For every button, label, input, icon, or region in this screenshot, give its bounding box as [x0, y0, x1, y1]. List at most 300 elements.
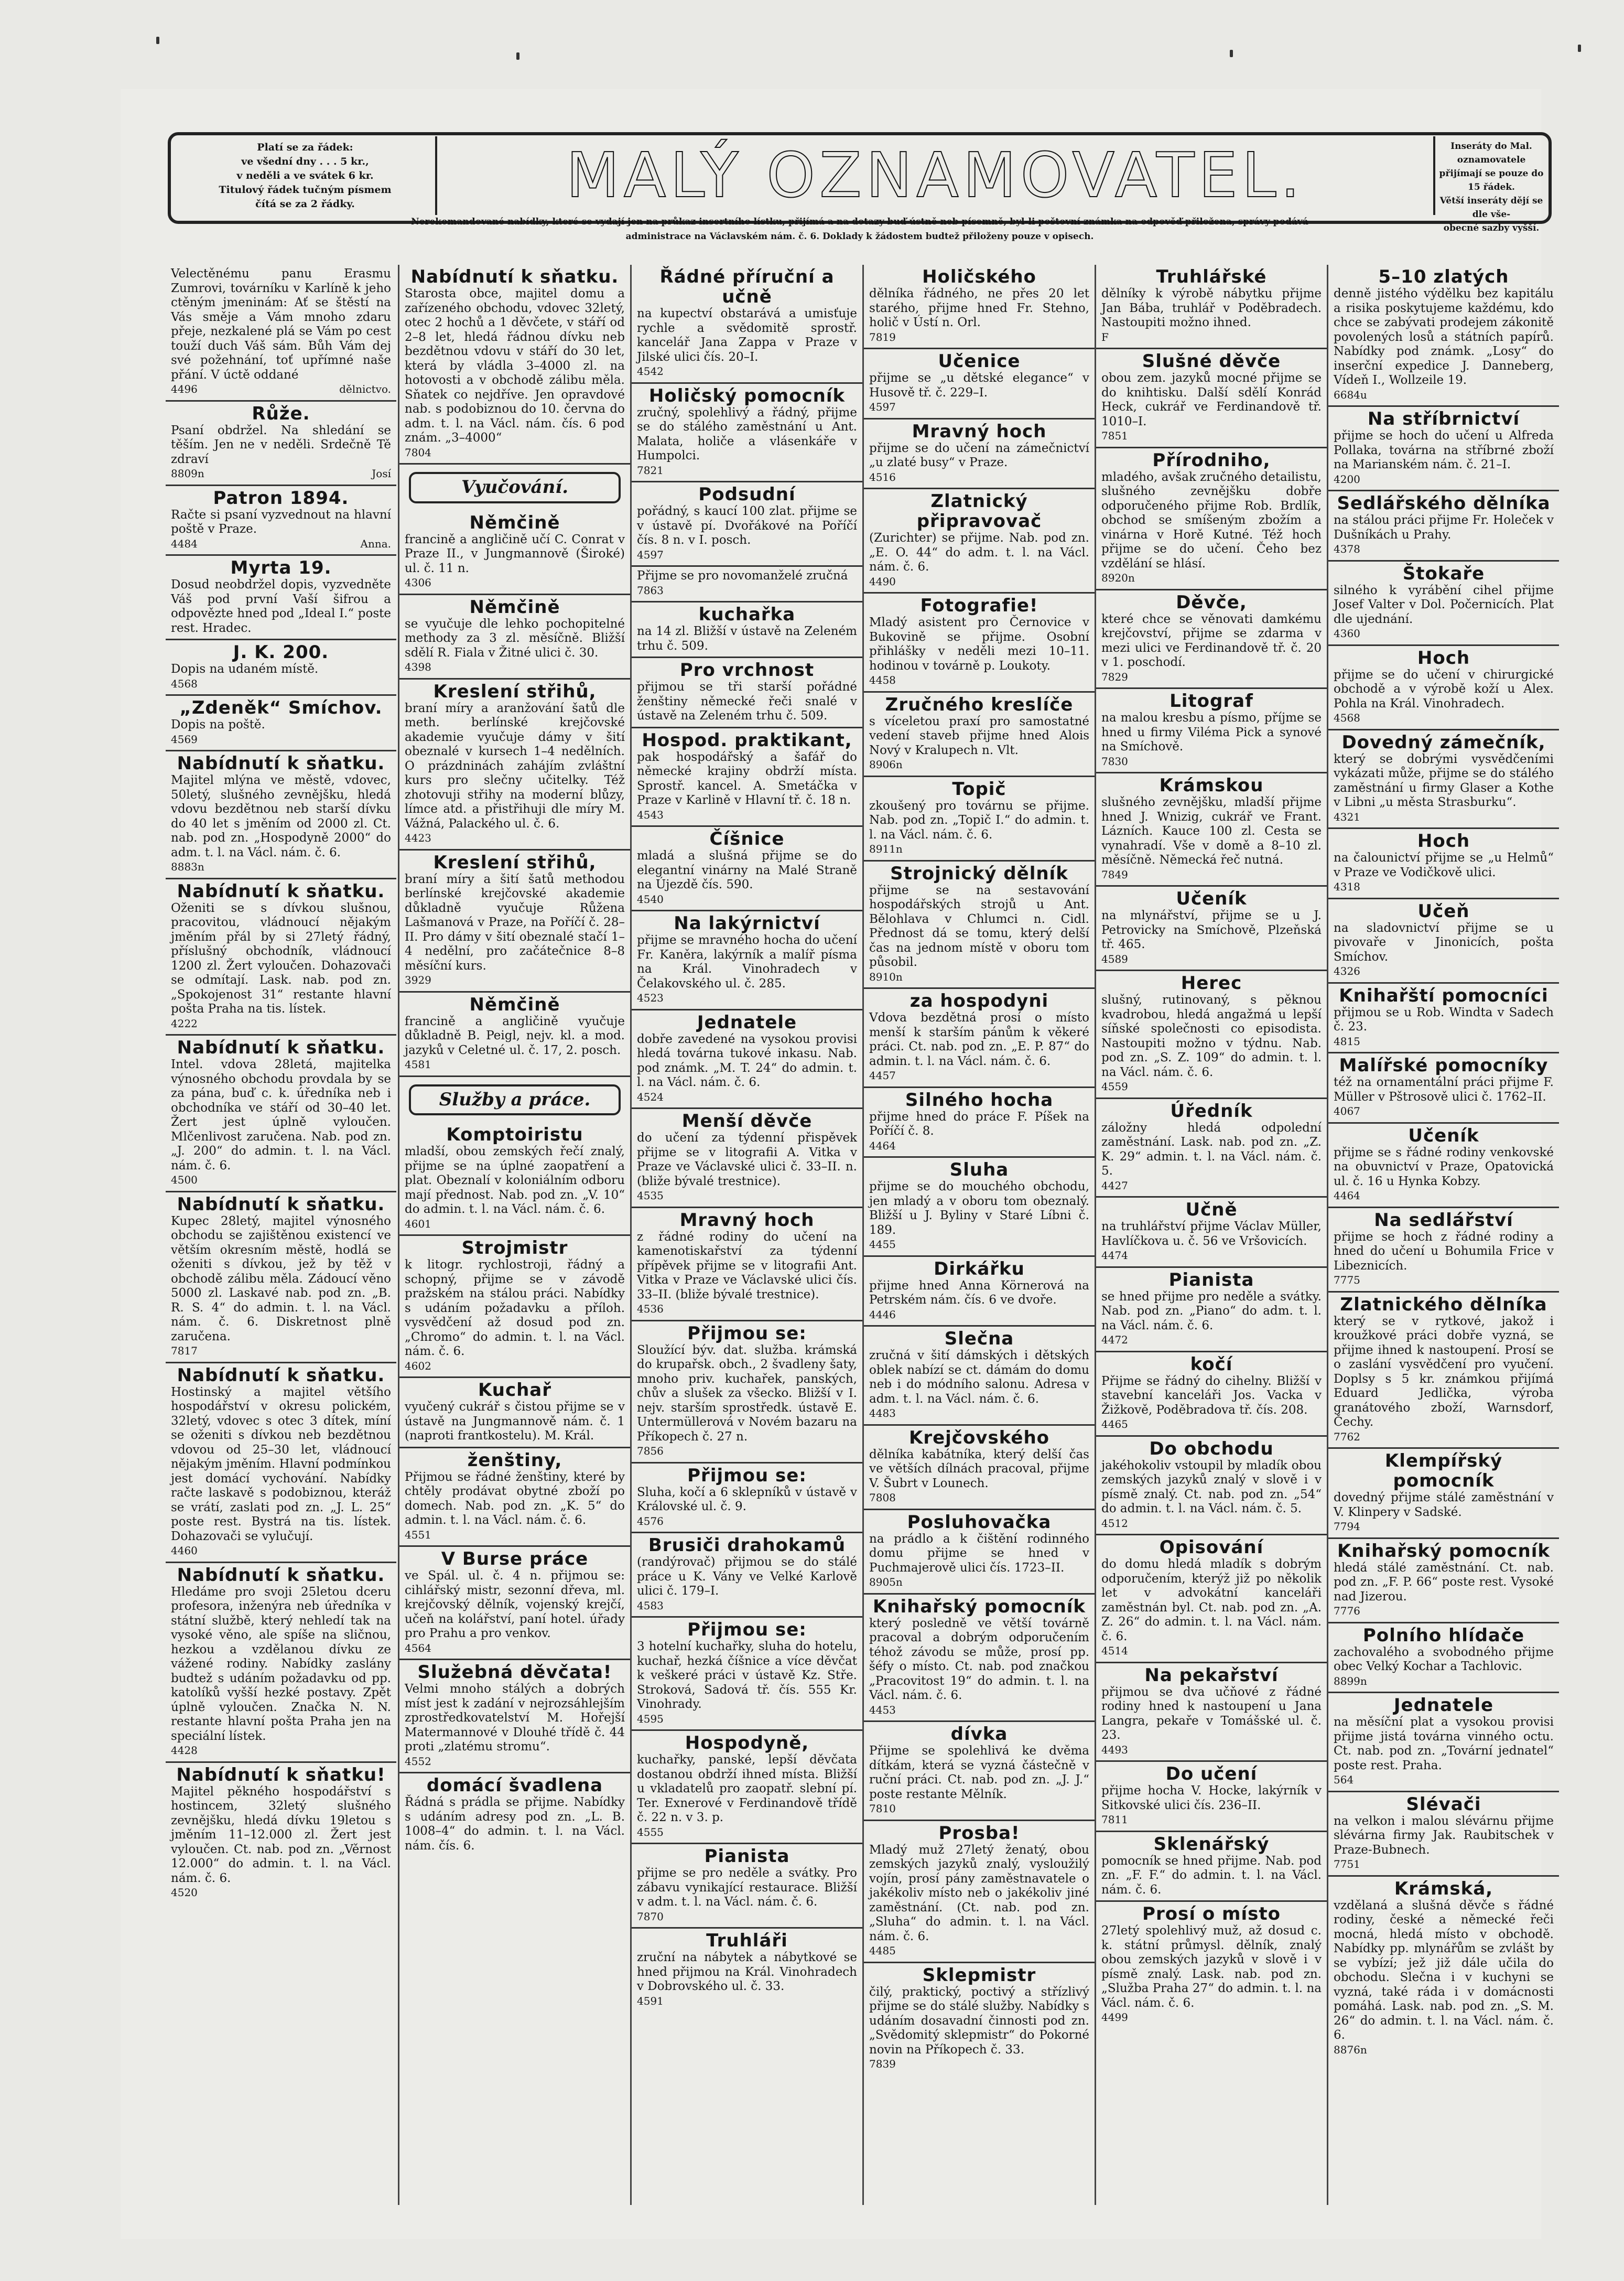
- ad-number: 4514: [1101, 1644, 1128, 1657]
- ad-heading: ženštiny,: [467, 1449, 562, 1471]
- classified-ad: [1328, 899, 1559, 984]
- ad-heading: Nabídnutí k sňatku.: [177, 1037, 385, 1058]
- classified-ad: [1096, 448, 1327, 590]
- ad-footer: [1334, 1430, 1554, 1445]
- ad-heading: Hospod. praktikant,: [642, 729, 852, 751]
- ad-body: slušného zevnějšku, mladší přijme hned J. Wnizig, cukrář ve Frant. Lázních. Kauce 100 zl. Cesta se vynahradí. Vše v domě a 8–10 zl. měsíčně. Německá řeč nutná.: [1101, 795, 1322, 867]
- ad-heading: Silného hocha: [905, 1089, 1054, 1111]
- ad-number: 7870: [637, 1910, 664, 1923]
- ad-body: Hostinský a majitel většího hospodářství v okresu polickém, 32letý, vdovec s otec 3 dítek, míní se oženiti s dívkou neb bezdětnou vdovou od 25–30 let, vládnoucí nějakým jměním. Hlavní podmínkou jest domácí vychování. Nabídky račte laskavě s podobiznou, kteráž se vrátí, zaslati pod zn. „J. L. 25“ poste rest. Bystrá na tis. lístek. Dohazovači se vylučují.: [171, 1385, 391, 1543]
- ad-heading: Kreslení střihů,: [433, 681, 597, 702]
- ad-body: na velkon i malou slévárnu přijme slévárna firmy Jak. Raubitschek v Praze-Bubnech.: [1334, 1814, 1554, 1857]
- ad-number: 4306: [405, 576, 431, 589]
- ad-signature: Anna.: [360, 537, 391, 550]
- ad-body: přijme se na sestavování hospodářských strojů u Ant. Bělohlava v Chlumci n. Cidl. Přednost dá se tomu, který delší čas na jednom místě v oboru tom působil.: [869, 883, 1089, 969]
- ad-heading: Slušné děvče: [1142, 351, 1281, 372]
- ad-number: F: [1101, 330, 1109, 343]
- ad-heading: Topič: [952, 778, 1006, 800]
- ad-number: 4542: [637, 365, 664, 378]
- ad-number: 7776: [1334, 1605, 1360, 1617]
- ad-number: 4564: [405, 1641, 431, 1654]
- ad-footer: [1334, 1104, 1554, 1119]
- ad-number: 4559: [1101, 1080, 1128, 1093]
- classified-ad: [1328, 1792, 1559, 1877]
- ad-heading: Děvče,: [1176, 591, 1247, 613]
- classified-ad: [864, 1722, 1095, 1821]
- ad-footer: [405, 1755, 625, 1769]
- ad-heading: Na sedlářství: [1374, 1209, 1513, 1231]
- ad-body: 27letý spolehlivý muž, až dosud c. k. státní průmysl. dělník, znalý obou zemských jazyků v slově i v písmě znalý. Lask. nab. pod zn. „Služba Praha 27“ do admin. t. l. na Václ. nám. č. 6.: [1101, 1924, 1322, 2010]
- ad-footer: [637, 991, 857, 1006]
- ad-body: přijmou se u Rob. Windta v Sadech č. 23.: [1334, 1005, 1554, 1034]
- ad-number: 4200: [1334, 472, 1360, 486]
- ad-heading: Přírodniho,: [1152, 449, 1271, 471]
- ad-footer: [869, 1491, 1089, 1505]
- ad-heading: kočí: [1190, 1353, 1233, 1375]
- ad-footer: [1334, 542, 1554, 557]
- ad-footer: [869, 1139, 1089, 1154]
- ad-heading: Opisování: [1159, 1537, 1264, 1558]
- classified-ad: [632, 911, 862, 1010]
- ad-number: 3929: [405, 974, 431, 986]
- ad-number: 4427: [1101, 1179, 1128, 1192]
- classified-ad: [1096, 773, 1327, 887]
- ad-body: Oženiti se s dívkou slušnou, pracovitou, vládnoucí nějakým jměním přál by si 27letý řádný, příslušný obchodník, vládnoucí 1200 zl. Žert vyloučen. Dohazovači se odmítají. Lask. nab. pod zn. „Spokojenost 31“ restante hlavní pošta Praha na tis. lístek.: [171, 901, 391, 1016]
- ad-heading: Sluha: [949, 1159, 1009, 1180]
- ad-body: Psaní obdržel. Na shledání se těším. Jen ne v neděli. Srdečně Tě zdraví: [171, 423, 391, 466]
- classified-ad: [864, 1595, 1095, 1723]
- ad-heading: Strojnický dělník: [890, 863, 1068, 884]
- ad-number: 4360: [1334, 627, 1360, 640]
- ad-heading: „Zdeněk“ Smíchov.: [179, 697, 383, 718]
- ad-number: 7821: [637, 464, 664, 477]
- ad-number: 4318: [1334, 880, 1360, 893]
- ad-footer: [171, 1344, 391, 1359]
- ad-footer: [1101, 1080, 1322, 1094]
- classified-ad: [864, 1821, 1095, 1963]
- ad-footer: [171, 677, 391, 692]
- ad-heading: Kuchař: [478, 1380, 552, 1401]
- ad-body: přijme se do mouchého obchodu, jen mladý a v oboru tom obeznalý. Bližší u J. Byliny v Staré Líbni č. 189.: [869, 1180, 1089, 1237]
- ad-footer: [637, 1090, 857, 1105]
- ad-number: 4446: [869, 1308, 896, 1321]
- ad-number: 4460: [171, 1544, 198, 1557]
- ad-heading: Číšnice: [709, 829, 785, 849]
- ad-number: 4464: [1334, 1189, 1360, 1202]
- ad-footer: [171, 860, 391, 875]
- ad-footer: [869, 330, 1089, 345]
- ad-number: 4464: [869, 1139, 896, 1152]
- ad-footer: [637, 1712, 857, 1727]
- ad-body: zručná v šití dámských i dětských oblek nabízí se ct. dámám do domu neb i do módního salonu. Adresa v adm. t. l. na Václ. nám. č. 6.: [869, 1349, 1089, 1406]
- ad-number: 7804: [405, 446, 431, 459]
- ad-number: 4499: [1101, 2011, 1128, 2024]
- ad-heading: Nabídnutí k sňatku.: [177, 1364, 385, 1386]
- ad-number: 6684u: [1334, 388, 1367, 401]
- classified-ad: [399, 1123, 630, 1236]
- ad-heading: Mravný hoch: [912, 421, 1047, 442]
- classified-ad: [864, 1257, 1095, 1327]
- classified-ad: [166, 640, 396, 696]
- ad-body: mladší, obou zemských řečí znalý, přijme se na úplné zaopatření a plat. Obeznalí v koloniálním odboru mají přednost. Nab. pod zn. „V. 10“ do admin. t. l. na Václ. nám. č. 6.: [405, 1145, 625, 1216]
- ad-footer: [405, 973, 625, 988]
- ad-number: 4455: [869, 1238, 896, 1251]
- ad-body: s víceletou praxí pro samostatné vedení staveb přijme hned Alois Nový v Kralupech n. Vlt.: [869, 714, 1089, 757]
- classified-ad: [399, 1236, 630, 1378]
- classified-ad: [1096, 971, 1327, 1099]
- classified-ad: [166, 1563, 396, 1763]
- ad-body: přijme se pro neděle a svátky. Pro zábavu vynikající restaurace. Bližší v adm. t. l. na Václ. nám. č. 6.: [637, 1866, 857, 1909]
- ad-heading: Nabídnutí k sňatku.: [177, 1564, 385, 1586]
- ad-heading: Zlatnického dělníka: [1340, 1294, 1547, 1315]
- ad-heading: Sedlářského dělníka: [1337, 493, 1551, 514]
- ad-number: 4591: [637, 1994, 664, 2007]
- ad-body: jakéhokoliv vstoupil by mladík obou zemských jazyků znalý v slově i v písmě znalý. Ct. nab. pod zn. „54“ do admin. t. l. na Václ. nám. č. 5.: [1101, 1458, 1322, 1515]
- ad-heading: kuchařka: [698, 604, 796, 625]
- classified-ad: [166, 696, 396, 751]
- classified-ad: [1328, 1693, 1559, 1792]
- ad-number: 4576: [637, 1514, 664, 1527]
- ad-number: 7775: [1334, 1274, 1360, 1286]
- ad-footer: [1334, 810, 1554, 825]
- ad-heading: Učeník: [1176, 888, 1247, 909]
- ad-number: 4536: [637, 1303, 664, 1315]
- ad-heading: Pianista: [1168, 1269, 1254, 1290]
- ad-footer: [637, 1994, 857, 2009]
- ad-body: Račte si psaní vyzvednout na hlavní poště v Praze.: [171, 508, 391, 536]
- classified-ad: [632, 602, 862, 658]
- ad-heading: Na lakýrnictví: [674, 913, 820, 934]
- ad-footer: [1334, 388, 1554, 403]
- ad-number: 4458: [869, 674, 896, 686]
- ad-footer: [171, 1017, 391, 1031]
- ad-footer: [1334, 1857, 1554, 1872]
- classified-ad: [632, 1321, 862, 1464]
- ad-number: 4490: [869, 575, 896, 588]
- ad-heading: Přijmou se:: [687, 1619, 807, 1640]
- ad-footer: [1101, 670, 1322, 685]
- ad-footer: [1101, 571, 1322, 586]
- ad-body: dělníka kabátníka, který delší čas ve větších dílnách pracoval, přijme V. Šubrt v Lounech.: [869, 1447, 1089, 1490]
- ad-body: přijme se „u dětské elegance“ v Husově tř. č. 229–I.: [869, 371, 1089, 400]
- ad-number: 4222: [171, 1017, 198, 1030]
- classified-ad: [1096, 265, 1327, 349]
- ad-body: obou zem. jazyků mocné přijme se do knihtisku. Další sdělí Konrád Heck, cukrář ve Ferdinandově tř. 1010–I.: [1101, 371, 1322, 428]
- ad-footer: [1101, 1813, 1322, 1827]
- ad-body: přijme se hoch do učení u Alfreda Pollaka, továrna na stříbrné zboží na Marianském nám. č. 21–I.: [1334, 429, 1554, 471]
- ad-heading: Polního hlídače: [1362, 1624, 1525, 1646]
- ad-body: dělníky k výrobě nábytku přijme Jan Bába, truhlář v Poděbradech. Nastoupiti možno ihned.: [1101, 287, 1322, 329]
- ad-body: zručný, spolehlivý a řádný, přijme se do stálého zaměstnání u Ant. Malata, holiče a vlásenkáře v Humpolci.: [637, 405, 857, 462]
- ad-heading: Podsudní: [698, 484, 796, 505]
- ad-heading: Slévači: [1406, 1793, 1481, 1815]
- ad-number: 8883n: [171, 860, 204, 873]
- ad-footer: [637, 892, 857, 907]
- ad-heading: Holičský pomocník: [648, 385, 846, 406]
- classified-ad: [399, 1448, 630, 1547]
- ad-number: 4378: [1334, 543, 1360, 555]
- ad-heading: Učně: [1185, 1199, 1238, 1220]
- ad-number: 7808: [869, 1491, 896, 1504]
- ad-body: přijme se mravného hocha do učení Fr. Kaněra, lakýrník a malíř písma na Král. Vinohradech v Čelakovského ul. č. 285.: [637, 933, 857, 991]
- ad-footer: [1101, 868, 1322, 883]
- ad-body: přijme se s řádné rodiny venkovské na obuvnictví v Praze, Opatovická ul. č. 16 u Hynka Kobzy.: [1334, 1145, 1554, 1188]
- ad-number: 4568: [171, 677, 198, 690]
- ad-body: přijme hned do práce F. Píšek na Poříčí č. 8.: [869, 1110, 1089, 1138]
- ad-number: 7830: [1101, 755, 1128, 768]
- ad-heading: Truhláři: [706, 1930, 788, 1951]
- classified-ad: [632, 728, 862, 827]
- ad-body: se vyučuje dle lehko pochopitelné methody za 3 zl. měsíčně. Bližší sdělí R. Fiala v Žitné ulici č. 30.: [405, 617, 625, 660]
- ad-heading: za hospodyni: [910, 991, 1049, 1012]
- ad-footer: [1101, 1743, 1322, 1758]
- ad-number: 4398: [405, 661, 431, 673]
- ad-body: Majitel pěkného hospodářství s hostincem, 32letý slušného zevnějšku, hledá dívku 19letou s jměním 11–12.000 zl. Žert jest vyloučen. Ct. nab. pod zn. „Věrnost 12.000“ do admin. t. l. na Václ. nám. č. 6.: [171, 1784, 391, 1885]
- ad-number: 7856: [637, 1445, 664, 1457]
- ad-body: na prádlo a k čištění rodinného domu přijme se hned v Puchmajerově ulici čís. 1723–II.: [869, 1532, 1089, 1575]
- ad-number: 4453: [869, 1703, 896, 1716]
- ad-body: do domu hledá mladík s dobrým odporučením, kterýž již po několik let v advokátní kanceláři zaměstnán byl. Ct. nab. pod zn. „A. Z. 26“ do admin. t. l. na Václ. nám. č. 6.: [1101, 1557, 1322, 1643]
- classified-ad: [399, 595, 630, 680]
- price-line: čítá se za 2 řádky.: [255, 198, 355, 210]
- ad-heading: Patron 1894.: [213, 487, 349, 509]
- ad-body: který posledně ve větší továrně pracoval a dobrým odporučením téhož závodu se může, prosí pp. šéfy o místo. Ct. nab. pod značkou „Pracovitost 19“ do admin. t. l. na Václ. nám. č. 6.: [869, 1616, 1089, 1702]
- ad-heading: Knihařští pomocníci: [1339, 985, 1549, 1006]
- classified-ad: [632, 482, 862, 567]
- ad-body: Velectěnému panu Erasmu Zumrovi, továrníku v Karlíně k jeho ctěným jmeninám: Ať se štěstí na Vás směje a Vám mnoho zdaru přeje, nezkalené plá se Vám po cest touží duch Váš sám. Bůh Vám dej své požehnání, toť upřímné naše přání. V úctě oddané: [171, 267, 391, 382]
- ad-heading: Sklepmistr: [922, 1964, 1036, 1986]
- ad-body: pak hospodářský a šafář do německé krajiny obdrží místa. Sprostř. kancel. A. Smetáčka v Praze v Karlině v Hlavní tř. č. 18 n.: [637, 750, 857, 807]
- ad-number: 4815: [1334, 1035, 1360, 1048]
- ad-body: dělníka řádného, ne přes 20 let starého, přijme hned Fr. Stehno, holič v Ústí n. Orl.: [869, 287, 1089, 329]
- ad-heading: Zručného kreslíče: [885, 694, 1074, 715]
- ad-number: 4465: [1101, 1418, 1128, 1430]
- ad-footer: [171, 1544, 391, 1558]
- ad-body: Řádná s prádla se přijme. Nabídky s udáním adresy pod zn. „L. B. 1008–4“ do admin. t. l. na Václ. nám. čís. 6.: [405, 1795, 625, 1853]
- price-line: Titulový řádek tučným písmem: [219, 184, 392, 196]
- ad-footer: [869, 1703, 1089, 1718]
- ad-body: čilý, praktický, poctivý a střízlivý přijme se do stálé služby. Nabídky s udáním dosavadní činnosti pod zn. „Svědomitý sklepmistr“ do Pokorné novin na Příkopech č. 33.: [869, 1985, 1089, 2057]
- ad-footer: [637, 1444, 857, 1459]
- classified-ad: [1328, 1053, 1559, 1124]
- ad-heading: Služebná děvčata!: [417, 1662, 612, 1683]
- ad-number: 4428: [171, 1744, 198, 1757]
- ad-body: Sloužící býv. dat. služba. krámská do krupařsk. obch., 2 švadleny šaty, mnoho priv. kuchařek, panských, chův a slušek za všecko. Bližší v I. nejv. starším sprostředk. ústavě E. Untermüllerová v Novém bazaru na Příkopech č. 27 n.: [637, 1343, 857, 1444]
- classified-ad: [1096, 1535, 1327, 1663]
- ad-body: zachovalého a svobodného přijme obec Velký Kochar a Tachlovic.: [1334, 1645, 1554, 1673]
- classified-ad: [1096, 1268, 1327, 1352]
- ad-number: 4602: [405, 1359, 431, 1372]
- masthead-note-2: administrace na Václavském nám. č. 6. Doklady k žádostem budtež přiloženy pouze v opisech.: [625, 231, 1094, 242]
- ad-footer: [405, 1641, 625, 1656]
- ad-number: 8906n: [869, 758, 903, 771]
- classified-ad: [166, 402, 396, 486]
- classified-ad: [1328, 1449, 1559, 1539]
- ad-heading: Knihařský pomocník: [1337, 1540, 1551, 1562]
- classified-ad: [1328, 1208, 1559, 1293]
- ad-body: Přijme se řádný do cihelny. Bližší v stavební kanceláři Jos. Vacka v Žižkově, Poděbradova tř. čís. 208.: [1101, 1374, 1322, 1417]
- ad-footer: [1101, 1516, 1322, 1531]
- ad-heading: Posluhovačka: [907, 1511, 1052, 1533]
- ad-heading: Krámskou: [1159, 775, 1264, 796]
- ad-number: 8920n: [1101, 572, 1135, 584]
- ad-heading: Učenice: [938, 351, 1021, 372]
- ad-body: Vdova bezdětná prosí o místo menší k starším pánům k věkeré práci. Ct. nab. pod zn. „E. P. 87“ do admin. t. l. na Václ. nám. č. 6.: [869, 1011, 1089, 1068]
- ad-heading: Na pekařství: [1144, 1664, 1279, 1686]
- masthead-price-box: [179, 141, 431, 211]
- ad-heading: Dirkářku: [934, 1258, 1025, 1279]
- ad-body: na malou kresbu a písmo, příjme se hned u firmy Viléma Pick a synové na Smíchově.: [1101, 711, 1322, 754]
- classified-ad: [1328, 407, 1559, 491]
- classified-ad: [399, 511, 630, 595]
- classified-ad: [632, 827, 862, 911]
- ad-body: na 14 zl. Bližší v ústavě na Zeleném trhu č. 509.: [637, 625, 857, 653]
- ad-number: 4535: [637, 1189, 664, 1202]
- ad-heading: Pianista: [704, 1846, 790, 1867]
- ad-footer: [1334, 1674, 1554, 1689]
- ad-heading: Němčině: [469, 512, 560, 533]
- classified-ad: [166, 1763, 396, 1903]
- ad-body: denně jistého výdělku bez kapitálu a risika poskytujeme každému, kdo chce se zabývati prodejem zákonitě povolených losů a státních papírů. Nabídky pod známk. „Losy“ do inserční expedice J. Danneberg, Vídeň I., Wollzeile 19.: [1334, 287, 1554, 387]
- ad-number: 7863: [637, 584, 664, 597]
- ad-body: ve Spál. ul. č. 4 n. přijmou se: cihlářský mistr, sezonní dřeva, ml. krejčovský dělník, vojenský krejčí, učeň na kolářství, paní hotel. úřady pro Prahu a pro venkov.: [405, 1569, 625, 1640]
- ad-body: přijme se do učení na zámečnictví „u zlaté busy“ v Praze.: [869, 441, 1089, 469]
- classified-ad: [1328, 1539, 1559, 1623]
- ad-number: 4067: [1334, 1105, 1360, 1117]
- ad-heading: Slečna: [944, 1328, 1014, 1349]
- ad-footer: [869, 2057, 1089, 2072]
- ad-body: francině a angličině učí C. Conrat v Praze II., v Jungmannově (Široké) ul. č. 11 n.: [405, 532, 625, 575]
- classified-ad: [632, 384, 862, 483]
- ad-heading: Litograf: [1170, 691, 1253, 712]
- ad-number: 4569: [171, 733, 198, 746]
- ad-body: do učení za týdenní přispěvek přijme se v litografii A. Vitka v Praze ve Václavské ulici č. 33–II. n. (bliže bývalé trestnice).: [637, 1131, 857, 1188]
- ad-heading: Malířské pomocníky: [1339, 1055, 1549, 1076]
- price-line: ve všední dny . . . 5 kr.,: [241, 156, 369, 167]
- column-4: [862, 265, 1095, 2205]
- ad-footer: [869, 1069, 1089, 1083]
- ad-number: 7762: [1334, 1430, 1360, 1443]
- ad-body: Sluha, kočí a 6 sklepníků v ústavě v Královské ul. č. 9.: [637, 1485, 857, 1513]
- ad-heading: Učeň: [1417, 900, 1470, 922]
- ad-body: přijme se hoch z řádné rodiny a hned do učení u Bohumila Frice v Libeznicích.: [1334, 1230, 1554, 1273]
- ad-number: 4457: [869, 1069, 896, 1082]
- ad-heading: Pro vrchnost: [679, 660, 815, 681]
- classified-ad: [1328, 1124, 1559, 1208]
- ad-body: přijme se do učení v chirurgické obchodě a v výrobě koží u Alex. Pohla na Král. Vinohradech.: [1334, 668, 1554, 711]
- ad-footer: [171, 382, 391, 397]
- rule-line: přijímají se pouze do 15 řádek.: [1439, 168, 1544, 192]
- ad-heading: Němčině: [469, 994, 560, 1015]
- ad-footer: [1101, 755, 1322, 769]
- classified-ad: [864, 489, 1095, 594]
- classified-ad: [864, 693, 1095, 777]
- ad-footer: [405, 831, 625, 846]
- masthead: [168, 132, 1552, 242]
- ad-footer: [637, 584, 857, 598]
- ad-number: 4589: [1101, 952, 1128, 965]
- ad-footer: [1101, 1417, 1322, 1432]
- classified-ad: [632, 1533, 862, 1618]
- ad-body: Starosta obce, majitel domu a zařízeného obchodu, vdovec 32letý, otec 2 hochů a 1 děvčete, v stáří od 2–8 let, hledá řádnou dívku neb bezdětnou vdovu v stáří do 30 let, která by vládla 3–4000 zl. na hotovosti a v obchodě zálibu měla. Sňatek co nejdříve. Jen opravdové nab. s podobiznou do 10. června do adm. t. l. na Václ. nám. čís. 6 pod znám. „3–4000“: [405, 287, 625, 445]
- ad-heading: Učeník: [1408, 1125, 1479, 1146]
- ad-number: 4496: [171, 383, 198, 395]
- classified-columns: [166, 265, 1560, 2205]
- ad-number: 4484: [171, 537, 198, 550]
- ad-footer: [1101, 1179, 1322, 1193]
- classified-ad: [1096, 1762, 1327, 1832]
- ad-heading: Nabídnutí k sňatku.: [177, 753, 385, 774]
- ad-footer: [869, 575, 1089, 589]
- ad-footer: [869, 1575, 1089, 1590]
- ad-body: zruční na nábytek a nábytkové se hned přijmou na Král. Vinohradech v Dobrovského ul. č. 33.: [637, 1951, 857, 1993]
- ad-number: 4474: [1101, 1249, 1128, 1262]
- classified-ad: [632, 265, 862, 384]
- ad-heading: Menší děvče: [681, 1111, 813, 1132]
- ad-footer: [171, 1886, 391, 1900]
- ad-body: na truhlářství přijme Václav Müller, Havlíčkova u. č. 56 ve Vršovicích.: [1101, 1220, 1322, 1248]
- ad-body: mladá a slušná přijme se do elegantní vinárny na Malé Straně na Újezdě čís. 590.: [637, 849, 857, 891]
- section-heading: Služby a práce.: [409, 1084, 621, 1116]
- ad-footer: [1334, 1273, 1554, 1288]
- ad-footer: [1101, 952, 1322, 967]
- ad-heading: Řádné příruční a učně: [659, 266, 835, 307]
- rule-line: obecné sazby vyšší.: [1443, 223, 1540, 233]
- classified-ad: [1328, 829, 1559, 899]
- ad-heading: Hospodyně,: [685, 1733, 809, 1753]
- ad-body: na sladovnictví přijme se u pivovaře v Jinonicích, pošta Smíchov.: [1334, 921, 1554, 964]
- ad-heading: Přijmou se:: [687, 1465, 807, 1486]
- ad-body: který se dobrými vysvědčeními vykázati může, přijme se do stálého zaměstnání u firmy Glaser a Kothe v Libni „u města Strasburku“.: [1334, 752, 1554, 809]
- ad-body: na kupectví obstarává a umisťuje rychle a svědomitě sprostř. kancelář Jana Zappa v Praze v Jilské ulici čís. 20–I.: [637, 307, 857, 364]
- classified-ad: [632, 1929, 862, 2011]
- ad-heading: dívka: [950, 1724, 1008, 1745]
- ad-heading: Myrta 19.: [230, 557, 332, 578]
- section-heading: Vyučování.: [409, 472, 621, 503]
- ad-body: též na ornamentální práci přijme F. Müller v Pštrosově ulici č. 1762–II.: [1334, 1075, 1554, 1104]
- ad-heading: Herec: [1181, 973, 1242, 994]
- ad-footer: [869, 1238, 1089, 1252]
- classified-ad: [864, 265, 1095, 349]
- ad-body: přijme hned Anna Körnerová na Petrském nám. čís. 6 ve dvoře.: [869, 1278, 1089, 1307]
- ad-number: 8876n: [1334, 2043, 1367, 2056]
- ad-number: 4543: [637, 808, 664, 821]
- ad-footer: [1334, 2043, 1554, 2058]
- ad-body: záložny hledá odpolední zaměstnání. Lask. nab. pod zn. „Z. K. 29“ admin. t. l. na Václ. nám. č. 5.: [1101, 1121, 1322, 1178]
- classified-ad: [864, 777, 1095, 862]
- ad-heading: Krejčovského: [908, 1427, 1050, 1448]
- ad-heading: Jednatele: [697, 1012, 797, 1033]
- ad-body: na stálou práci přijme Fr. Holeček v Dušníkách u Prahy.: [1334, 513, 1554, 542]
- ad-footer: [1334, 1773, 1554, 1788]
- ad-footer: [171, 537, 391, 552]
- ad-heading: Kreslení střihů,: [433, 852, 597, 873]
- ad-number: 4597: [637, 548, 664, 561]
- ad-body: který se v rytkové, jakož i kroužkové práci dobře vyzná, se přijme ihned k nastoupení. Prosí se o zaslání vysvědčení pro vyučení. Doplsy s 5 kr. známkou přijímá Eduard Jedlička, výroba granátového zboží, Warnsdorf, Čechy.: [1334, 1314, 1554, 1429]
- ad-body: se hned přijme pro neděle a svátky. Nab. pod zn. „Piano“ do adm. t. l. na Václ. nám. č. 6.: [1101, 1289, 1322, 1332]
- classified-ad: [1096, 689, 1327, 773]
- ad-heading: Zlatnický připravovač: [916, 491, 1042, 532]
- ad-number: 4555: [637, 1825, 664, 1838]
- ad-number: 4500: [171, 1174, 198, 1186]
- classified-ad: [1096, 1832, 1327, 1902]
- ad-number: 4523: [637, 992, 664, 1004]
- price-line: v neděli a ve svátek 6 kr.: [236, 170, 374, 181]
- ad-body: Hledáme pro svoji 25letou dceru profesora, inženýra neb úředníka v státní službě, který nehledí tak na vysoké věno, ale spíše na sličnou, hezkou a vzdělanou dívku ze vážené rodiny. Nabídky zaslány budtež s udáním požadavku od pp. katolíků vyšší hezké postavy. Zpět úplně vyloučen. Značka N. N. restante hlavní pošta Praha jen na speciální lístek.: [171, 1585, 391, 1743]
- classified-ad: [632, 1010, 862, 1110]
- ad-body: pomocník se hned přijme. Nab. pod zn. „F. F.“ do admin. t. l. na Václ. nám. č. 6.: [1101, 1854, 1322, 1897]
- ad-heading: Hoch: [1417, 831, 1470, 852]
